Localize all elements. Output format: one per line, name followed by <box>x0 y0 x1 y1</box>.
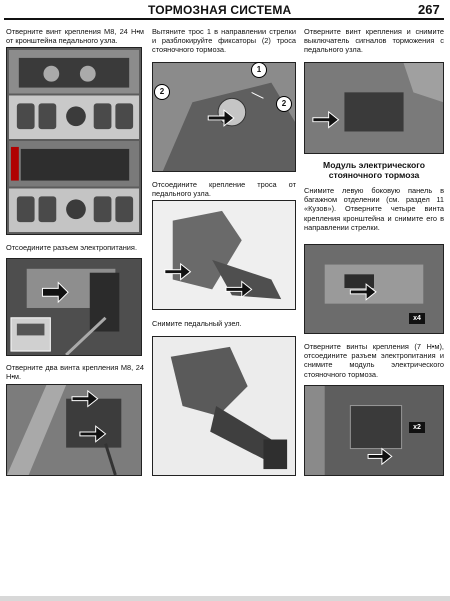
page-number: 267 <box>418 2 440 17</box>
photo-parking-brake-cable <box>152 62 296 172</box>
left-caption-2: Отсоедините разъем электропитания. <box>6 243 137 252</box>
middle-caption-1: Вытяните трос 1 в направлении стрелки и разблокируйте фиксаторы (2) троса стояночного тормоза. <box>152 27 296 55</box>
badge-x2: x2 <box>409 422 425 433</box>
photo-dashboard-panels <box>6 47 142 235</box>
page-header <box>0 0 450 20</box>
right-caption-3: Отверните винты крепления (7 Н•м), отсоедините разъем электропитания и снимите модуль электрического стояночного тормоза. <box>304 342 444 379</box>
page-edge <box>0 596 450 601</box>
middle-caption-3: Снимите педальный узел. <box>152 319 242 328</box>
photo-pedal-assembly <box>152 200 296 310</box>
callout-2-left: 2 <box>154 84 170 100</box>
badge-x4: x4 <box>409 313 425 324</box>
photo-two-bolts <box>6 384 142 476</box>
photo-removed-pedal-unit <box>152 336 296 476</box>
left-caption-1: Отверните винт крепления М8, 24 Н•м от кронштейна педального узла. <box>6 27 144 46</box>
section-title: Модуль электрического стояночного тормоза <box>323 160 425 180</box>
callout-1: 1 <box>251 62 267 78</box>
left-caption-3: Отверните два винта крепления М8, 24 Н•м. <box>6 363 144 382</box>
right-caption-2: Снимите левую боковую панель в багажном отделении (см. раздел 11 «Кузов»). Отверните четыре винта крепления кронштейна и снимите его в направлении стрелки. <box>304 186 444 232</box>
middle-caption-2: Отсоедините крепление троса от педального узла. <box>152 180 296 199</box>
section-header-title: ТОРМОЗНАЯ СИСТЕМА <box>148 3 292 17</box>
callout-2-right: 2 <box>276 96 292 112</box>
right-caption-1: Отверните винт крепления и снимите выключатель сигналов торможения с педального узла. <box>304 27 444 55</box>
header-rule <box>4 18 444 20</box>
photo-brake-light-switch <box>304 62 444 154</box>
photo-electrical-connector <box>6 258 142 356</box>
